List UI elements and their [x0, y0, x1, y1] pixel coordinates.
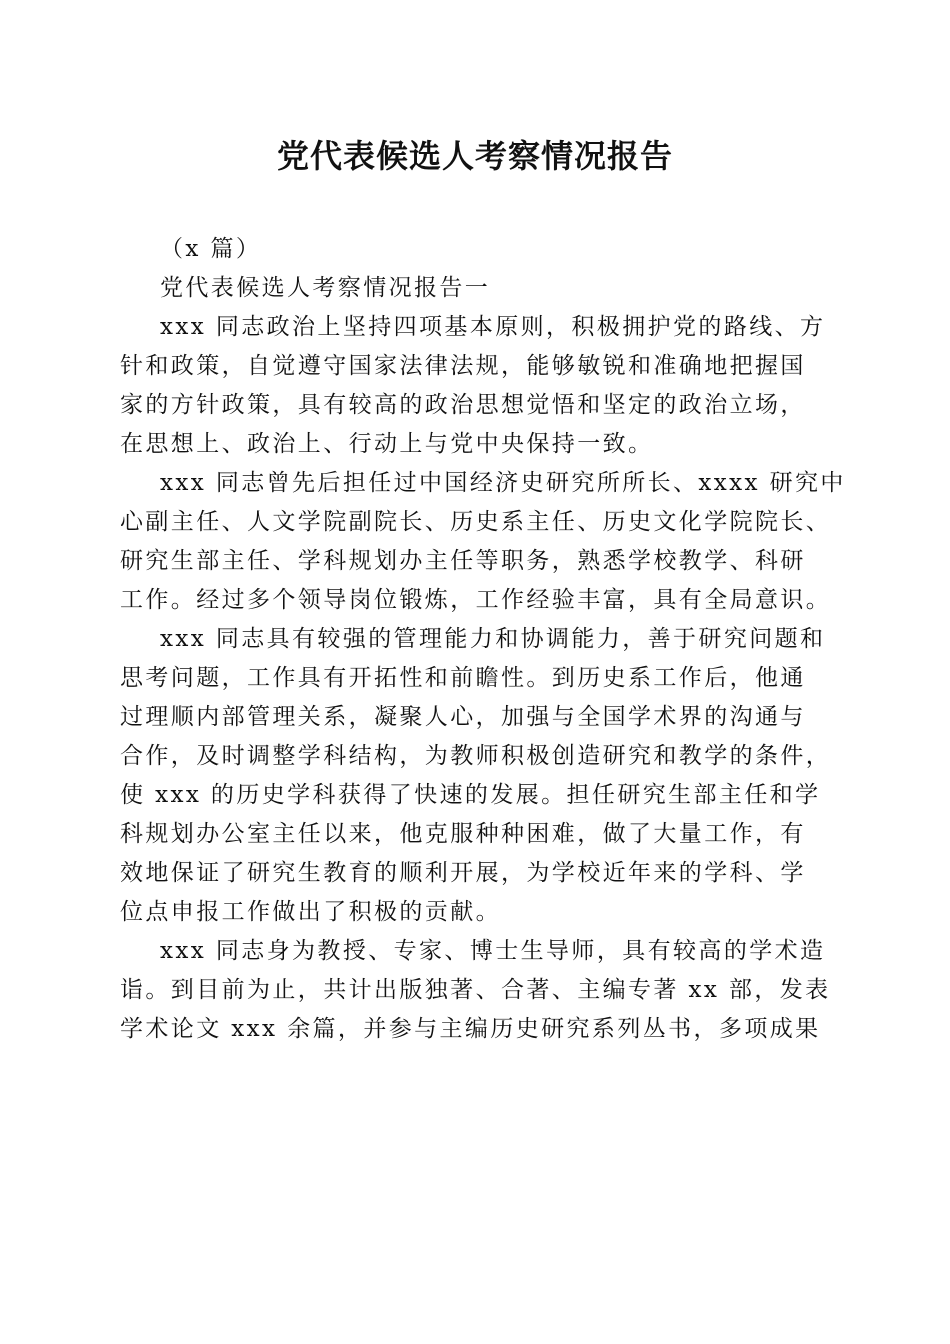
text-line: 合作，及时调整学科结构，为教师积极创造研究和教学的条件， [120, 743, 832, 769]
text-line: 在思想上、政治上、行动上与党中央保持一致。 [120, 431, 654, 457]
text-line: 家的方针政策，具有较高的政治思想觉悟和坚定的政治立场， [120, 392, 806, 418]
text-line: 研究生部主任、学科规划办主任等职务，熟悉学校教学、科研 [120, 548, 806, 574]
text-line: 使 xxx 的历史学科获得了快速的发展。担任研究生部主任和学 [120, 782, 821, 808]
text-line: 党代表候选人考察情况报告一 [160, 275, 491, 301]
text-line: xxx 同志身为教授、专家、博士生导师，具有较高的学术造 [160, 938, 826, 964]
text-line: （x 篇） [160, 236, 262, 262]
text-line: xxx 同志具有较强的管理能力和协调能力，善于研究问题和 [160, 626, 826, 652]
text-line: 学术论文 xxx 余篇，并参与主编历史研究系列丛书，多项成果 [120, 1016, 821, 1042]
text-line: 效地保证了研究生教育的顺利开展，为学校近年来的学科、学 [120, 860, 806, 886]
text-line: xxx 同志政治上坚持四项基本原则，积极拥护党的路线、方 [160, 314, 826, 340]
text-line: 心副主任、人文学院副院长、历史系主任、历史文化学院院长、 [120, 509, 832, 535]
text-line: 工作。经过多个领导岗位锻炼，工作经验丰富，具有全局意识。 [120, 587, 832, 613]
document-body [120, 230, 846, 1049]
text-line: 位点申报工作做出了积极的贡献。 [120, 899, 501, 925]
text-line: 诣。到目前为止，共计出版独著、合著、主编专著 xx 部，发表 [120, 977, 831, 1003]
text-line: xxx 同志曾先后担任过中国经济史研究所所长、xxxx 研究中 [160, 470, 846, 496]
text-line: 针和政策，自觉遵守国家法律法规，能够敏锐和准确地把握国 [120, 353, 806, 379]
text-line: 思考问题，工作具有开拓性和前瞻性。到历史系工作后，他通 [120, 665, 806, 691]
document-title: 党代表候选人考察情况报告 [276, 137, 673, 175]
text-line: 过理顺内部管理关系，凝聚人心，加强与全国学术界的沟通与 [120, 704, 806, 730]
text-line: 科规划办公室主任以来，他克服种种困难，做了大量工作，有 [120, 821, 806, 847]
